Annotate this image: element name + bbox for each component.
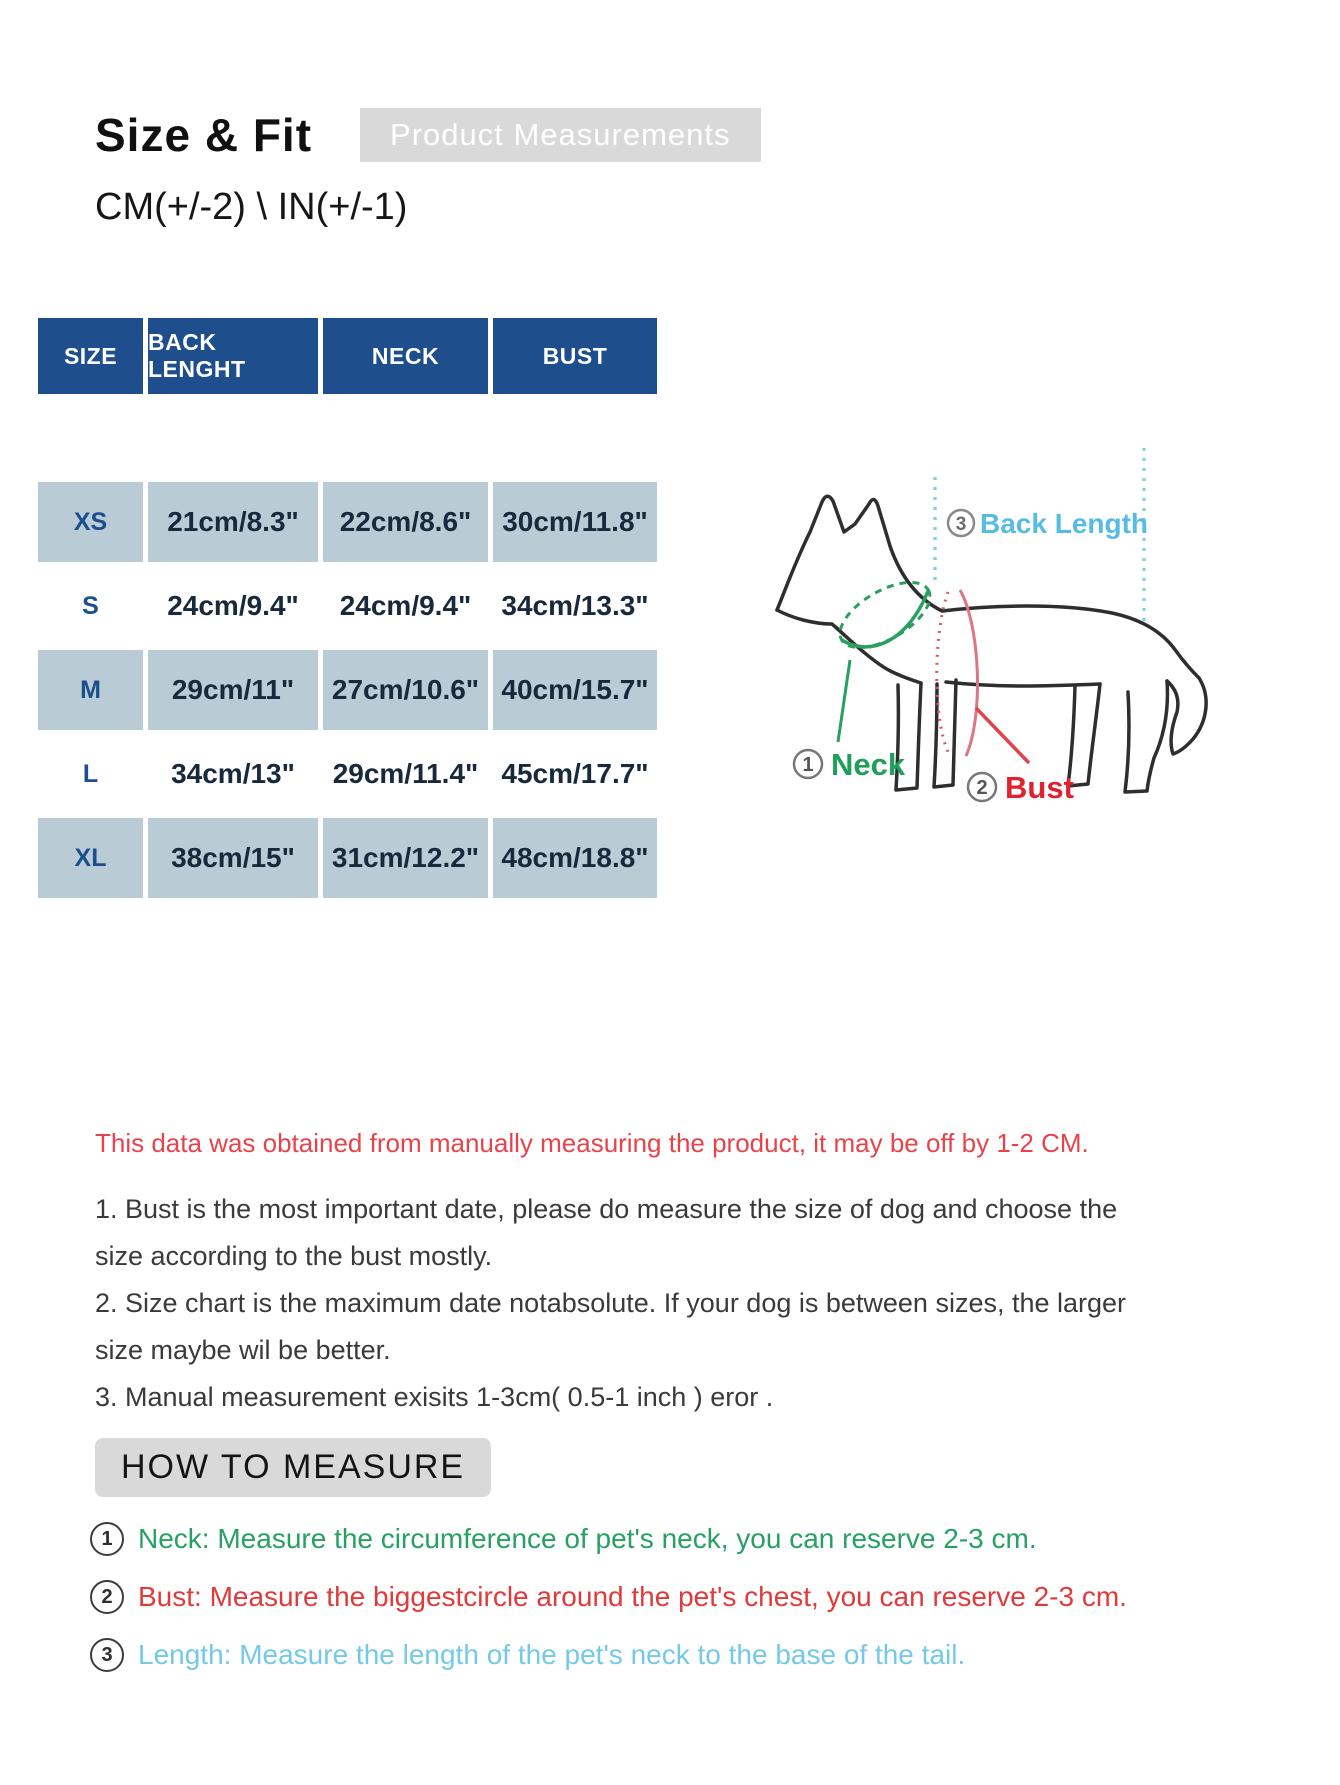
table-header-row xyxy=(38,318,658,394)
row-back-length: 21cm/8.3" xyxy=(148,482,318,562)
row-size: S xyxy=(82,591,99,620)
row-bust: 30cm/11.8" xyxy=(493,482,657,562)
neck-text: Neck xyxy=(831,747,906,782)
table-row xyxy=(38,734,658,814)
back-length-number: 3 xyxy=(955,514,967,535)
length-instruction: Length: Measure the length of the pet's neck to the base of the tail. xyxy=(138,1639,966,1670)
circled-1-icon: 1 xyxy=(90,1522,124,1556)
neck-measure-ellipse xyxy=(830,569,941,661)
row-size: M xyxy=(38,650,143,730)
neck-label xyxy=(794,747,906,782)
note-line: size according to the bust mostly. xyxy=(95,1241,493,1271)
bust-text: Bust xyxy=(1005,770,1074,805)
dog-illustration xyxy=(680,420,1340,820)
dog-measurement-diagram xyxy=(680,420,1340,820)
table-row xyxy=(38,650,658,730)
units-subtitle: CM(+/-2) \ IN(+/-1) xyxy=(95,186,408,228)
row-back-length: 24cm/9.4" xyxy=(167,590,299,621)
neck-pointer-line xyxy=(838,660,850,742)
list-item-neck xyxy=(90,1522,1127,1556)
note-line: size maybe wil be better. xyxy=(95,1335,391,1365)
header xyxy=(95,108,761,162)
header-back-length: BACK LENGHT xyxy=(148,318,318,394)
list-item-bust xyxy=(90,1580,1127,1614)
row-bust: 45cm/17.7" xyxy=(501,758,649,789)
bust-measure-front-arc xyxy=(937,592,948,752)
bust-pointer-line xyxy=(976,708,1029,763)
table-row xyxy=(38,566,658,646)
disclaimer-text: This data was obtained from manually measuring the product, it may be off by 1-2 CM. xyxy=(95,1128,1089,1158)
header-size: SIZE xyxy=(38,318,143,394)
bust-number: 2 xyxy=(976,777,988,799)
row-size: XL xyxy=(38,818,143,898)
table-spacer xyxy=(38,398,658,482)
circled-2-icon: 2 xyxy=(90,1580,124,1614)
row-bust: 34cm/13.3" xyxy=(501,590,649,621)
row-bust: 40cm/15.7" xyxy=(493,650,657,730)
circled-3-icon: 3 xyxy=(90,1638,124,1672)
row-neck: 27cm/10.6" xyxy=(323,650,488,730)
product-measurements-badge: Product Measurements xyxy=(360,108,760,162)
back-length-text: Back Length xyxy=(980,508,1149,539)
table-row xyxy=(38,482,658,562)
row-size: L xyxy=(82,759,99,788)
row-size: XS xyxy=(38,482,143,562)
row-neck: 22cm/8.6" xyxy=(323,482,488,562)
row-neck: 29cm/11.4" xyxy=(332,758,479,789)
back-length-label xyxy=(948,508,1148,539)
row-back-length: 34cm/13" xyxy=(171,758,295,789)
note-line: 3. Manual measurement exisits 1-3cm( 0.5-1 inch ) eror . xyxy=(95,1382,774,1412)
size-table xyxy=(38,318,658,902)
note-line: 2. Size chart is the maximum date notabsolute. If your dog is between sizes, the larger xyxy=(95,1288,1127,1318)
how-to-measure-heading: HOW TO MEASURE xyxy=(95,1438,491,1497)
header-bust: BUST xyxy=(493,318,657,394)
header-neck: NECK xyxy=(323,318,488,394)
page-title: Size & Fit xyxy=(95,109,313,161)
list-item-length xyxy=(90,1638,1127,1672)
neck-measure-front-arc xyxy=(842,591,928,647)
notes xyxy=(95,1186,1126,1421)
bust-instruction: Bust: Measure the biggestcircle around the pet's chest, you can reserve 2-3 cm. xyxy=(138,1581,1127,1612)
row-neck: 24cm/9.4" xyxy=(339,590,472,621)
table-row xyxy=(38,818,658,898)
bust-label xyxy=(968,770,1074,805)
bust-measure-back-arc xyxy=(960,590,977,756)
neck-number: 1 xyxy=(802,754,814,776)
row-neck: 31cm/12.2" xyxy=(323,818,488,898)
measure-instructions-list xyxy=(90,1522,1127,1696)
note-line: 1. Bust is the most important date, please do measure the size of dog and choose the xyxy=(95,1194,1118,1224)
neck-instruction: Neck: Measure the circumference of pet's neck, you can reserve 2-3 cm. xyxy=(138,1523,1037,1554)
row-bust: 48cm/18.8" xyxy=(493,818,657,898)
row-back-length: 29cm/11" xyxy=(148,650,318,730)
row-back-length: 38cm/15" xyxy=(148,818,318,898)
